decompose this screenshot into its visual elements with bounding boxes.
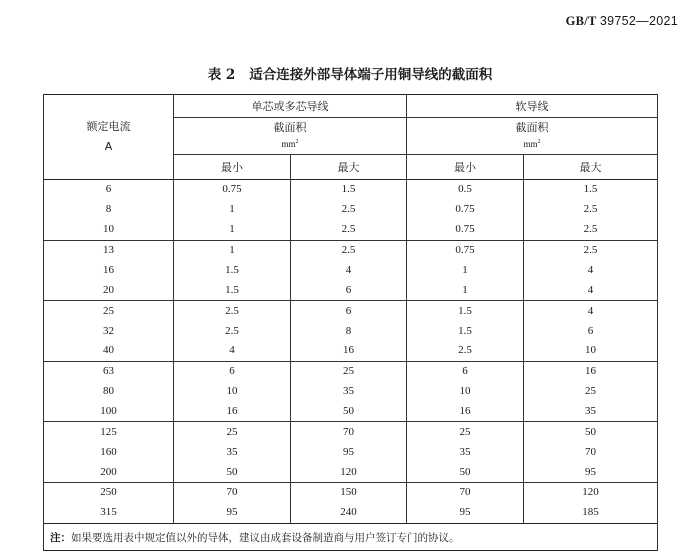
solid-stranded-header: 单芯或多芯导线 xyxy=(174,95,407,118)
table-row xyxy=(44,220,658,240)
solid-max-cell: 1.5 xyxy=(291,180,407,200)
rated-current-cell: 80 xyxy=(44,382,174,402)
rated-current-cell: 20 xyxy=(44,280,174,300)
table-row xyxy=(44,200,658,220)
solid-min-cell: 2.5 xyxy=(174,301,291,321)
rated-current-cell: 160 xyxy=(44,442,174,462)
table-row xyxy=(44,422,658,442)
solid-max-cell: 2.5 xyxy=(291,200,407,220)
solid-min-cell: 1 xyxy=(174,200,291,220)
flexible-min-cell: 1 xyxy=(407,280,524,300)
flexible-max-cell: 95 xyxy=(524,462,658,482)
flexible-max-cell: 4 xyxy=(524,301,658,321)
flexible-max-cell: 70 xyxy=(524,442,658,462)
flexible-max-cell: 25 xyxy=(524,382,658,402)
flexible-min-cell: 35 xyxy=(407,442,524,462)
flexible-max-cell: 16 xyxy=(524,361,658,381)
solid-area-unit: $mm^2$ xyxy=(281,139,299,149)
solid-max-cell: 2.5 xyxy=(291,220,407,240)
table-row xyxy=(44,462,658,482)
table-title xyxy=(0,63,700,83)
table-row xyxy=(44,301,658,321)
flexible-min-cell: 0.75 xyxy=(407,240,524,260)
solid-min-header: 最小 xyxy=(174,155,291,180)
rated-current-cell: 125 xyxy=(44,422,174,442)
flexible-max-cell: 6 xyxy=(524,321,658,341)
solid-min-cell: 2.5 xyxy=(174,321,291,341)
solid-max-cell: 6 xyxy=(291,280,407,300)
rated-current-cell: 13 xyxy=(44,240,174,260)
solid-max-cell: 8 xyxy=(291,321,407,341)
rated-current-unit: A xyxy=(104,140,113,153)
rated-current-cell: 16 xyxy=(44,260,174,280)
standard-code xyxy=(566,14,678,29)
flexible-header: 软导线 xyxy=(407,95,658,118)
flexible-min-cell: 25 xyxy=(407,422,524,442)
solid-max-cell: 120 xyxy=(291,462,407,482)
solid-area-header xyxy=(174,118,407,155)
solid-min-cell: 1 xyxy=(174,220,291,240)
flexible-min-cell: 2.5 xyxy=(407,341,524,361)
standard-number: 39752—2021 xyxy=(599,14,678,28)
solid-min-cell: 95 xyxy=(174,503,291,524)
table-row xyxy=(44,442,658,462)
flexible-min-cell: 6 xyxy=(407,361,524,381)
note-text: 如果要选用表中规定值以外的导体，建议由成套设备制造商与用户签订专门的协议。 xyxy=(71,531,460,544)
rated-current-cell: 8 xyxy=(44,200,174,220)
rated-current-cell: 40 xyxy=(44,341,174,361)
flexible-min-cell: 0.75 xyxy=(407,200,524,220)
rated-current-cell: 25 xyxy=(44,301,174,321)
table-row xyxy=(44,180,658,200)
solid-max-cell: 35 xyxy=(291,382,407,402)
rated-current-cell: 32 xyxy=(44,321,174,341)
flexible-max-cell: 2.5 xyxy=(524,220,658,240)
solid-min-cell: 1.5 xyxy=(174,260,291,280)
solid-min-cell: 35 xyxy=(174,442,291,462)
table-row xyxy=(44,321,658,341)
table-row xyxy=(44,483,658,503)
solid-max-header: 最大 xyxy=(291,155,407,180)
solid-max-cell: 4 xyxy=(291,260,407,280)
rated-current-cell: 250 xyxy=(44,483,174,503)
flexible-area-unit: $mm^2$ xyxy=(523,139,541,149)
flexible-max-cell: 2.5 xyxy=(524,240,658,260)
rated-current-header xyxy=(44,95,174,180)
note-label: 注： xyxy=(50,531,71,544)
flexible-min-cell: 0.75 xyxy=(407,220,524,240)
flexible-min-cell: 0.5 xyxy=(407,180,524,200)
flexible-min-cell: 1.5 xyxy=(407,321,524,341)
solid-max-cell: 16 xyxy=(291,341,407,361)
flexible-min-header: 最小 xyxy=(407,155,524,180)
flexible-min-cell: 70 xyxy=(407,483,524,503)
flexible-min-cell: 1.5 xyxy=(407,301,524,321)
table-row xyxy=(44,503,658,524)
solid-min-cell: 25 xyxy=(174,422,291,442)
flexible-min-cell: 1 xyxy=(407,260,524,280)
solid-min-cell: 1 xyxy=(174,240,291,260)
table-row xyxy=(44,382,658,402)
flexible-max-cell: 185 xyxy=(524,503,658,524)
flexible-min-cell: 50 xyxy=(407,462,524,482)
solid-area-label: 截面积 xyxy=(273,121,307,134)
solid-max-cell: 150 xyxy=(291,483,407,503)
rated-current-cell: 100 xyxy=(44,402,174,422)
table-row xyxy=(44,361,658,381)
cross-section-table xyxy=(43,94,658,551)
rated-current-cell: 315 xyxy=(44,503,174,524)
rated-current-label: 额定电流 xyxy=(86,120,131,133)
solid-min-cell: 4 xyxy=(174,341,291,361)
flexible-max-cell: 4 xyxy=(524,260,658,280)
solid-min-cell: 1.5 xyxy=(174,280,291,300)
solid-max-cell: 6 xyxy=(291,301,407,321)
flexible-max-cell: 2.5 xyxy=(524,200,658,220)
flexible-min-cell: 16 xyxy=(407,402,524,422)
solid-min-cell: 0.75 xyxy=(174,180,291,200)
table-body xyxy=(44,180,658,524)
flexible-min-cell: 95 xyxy=(407,503,524,524)
solid-min-cell: 16 xyxy=(174,402,291,422)
flexible-max-header: 最大 xyxy=(524,155,658,180)
solid-max-cell: 50 xyxy=(291,402,407,422)
flexible-max-cell: 35 xyxy=(524,402,658,422)
table-label: 表 2 xyxy=(207,67,236,83)
solid-max-cell: 240 xyxy=(291,503,407,524)
solid-min-cell: 50 xyxy=(174,462,291,482)
table-caption: 适合连接外部导体端子用铜导线的截面积 xyxy=(249,67,493,83)
solid-min-cell: 70 xyxy=(174,483,291,503)
rated-current-cell: 200 xyxy=(44,462,174,482)
rated-current-cell: 63 xyxy=(44,361,174,381)
flexible-area-label: 截面积 xyxy=(515,121,549,134)
flexible-max-cell: 50 xyxy=(524,422,658,442)
flexible-max-cell: 120 xyxy=(524,483,658,503)
solid-max-cell: 2.5 xyxy=(291,240,407,260)
table-row xyxy=(44,260,658,280)
flexible-min-cell: 10 xyxy=(407,382,524,402)
table-row xyxy=(44,341,658,361)
rated-current-cell: 10 xyxy=(44,220,174,240)
solid-max-cell: 70 xyxy=(291,422,407,442)
solid-max-cell: 95 xyxy=(291,442,407,462)
solid-min-cell: 10 xyxy=(174,382,291,402)
table-note xyxy=(44,524,658,551)
rated-current-cell: 6 xyxy=(44,180,174,200)
solid-max-cell: 25 xyxy=(291,361,407,381)
table-row xyxy=(44,402,658,422)
flexible-area-header xyxy=(407,118,658,155)
table-row xyxy=(44,240,658,260)
table-row xyxy=(44,280,658,300)
solid-min-cell: 6 xyxy=(174,361,291,381)
flexible-max-cell: 1.5 xyxy=(524,180,658,200)
flexible-max-cell: 10 xyxy=(524,341,658,361)
flexible-max-cell: 4 xyxy=(524,280,658,300)
standard-prefix: GB/T xyxy=(565,14,597,28)
